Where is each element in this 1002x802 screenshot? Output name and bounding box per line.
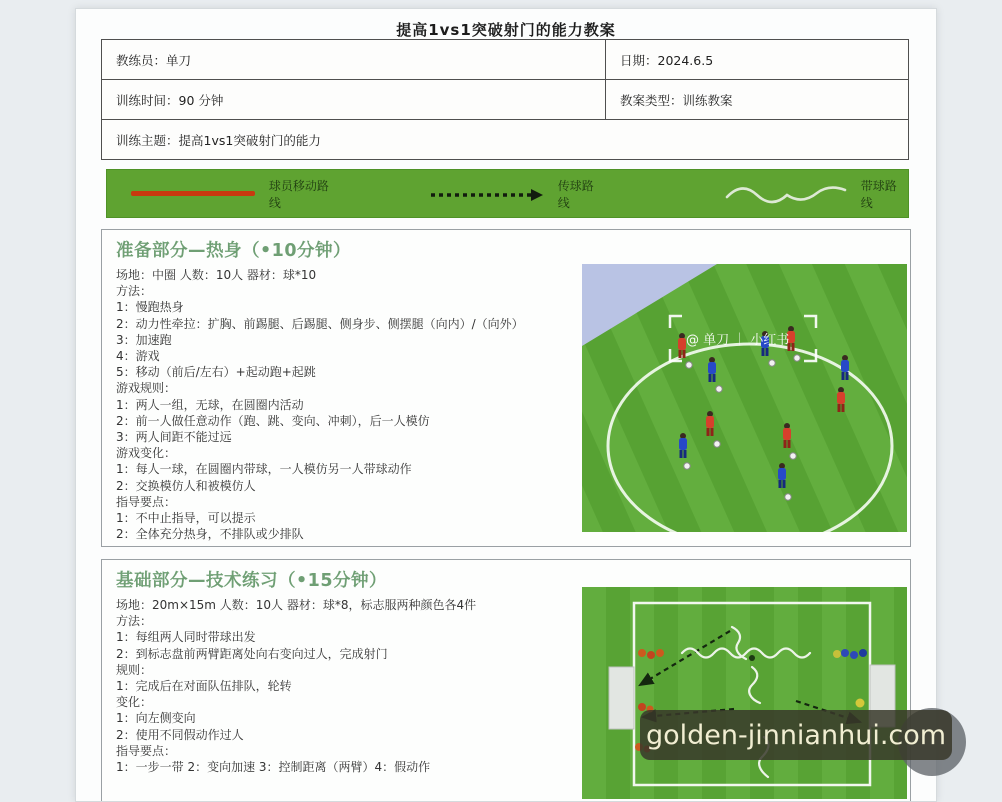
text-line: 1：两人一组，无球，在圆圈内活动 <box>116 397 304 412</box>
warmup-field-image <box>582 264 907 532</box>
text-line: 1：一步一带 2：变向加速 3：控制距离（两臂）4：假动作 <box>116 760 431 775</box>
text-line: 1：每组两人同时带球出发 <box>116 630 256 645</box>
duration-cell: 训练时间：90 分钟 <box>102 80 606 120</box>
text-line: 1：慢跑热身 <box>116 300 184 315</box>
document-page <box>75 8 937 802</box>
section-technique <box>101 559 911 802</box>
legend-label: 传球路线 <box>557 178 594 210</box>
table-row <box>102 80 909 120</box>
pass-line-dashed-arrow-icon <box>428 186 546 202</box>
section-title: 准备部分—热身（•10分钟） <box>116 241 352 261</box>
text-line: 1：每人一球，在圆圈内带球，一人模仿另一人带球动作 <box>116 462 412 477</box>
image-watermark-text: @ 单刀 ｜ 小红书 <box>686 333 790 348</box>
text-line: 方法： <box>116 284 153 299</box>
table-row <box>102 120 909 160</box>
text-line: 指导要点： <box>116 494 177 509</box>
coach-cell: 教练员：单刀 <box>102 40 606 80</box>
text-line: 变化： <box>116 695 153 710</box>
dribble-wavy-line-icon <box>723 180 849 208</box>
text-line: 2：全体充分热身，不排队或少排队 <box>116 527 304 542</box>
left-goal <box>609 667 634 729</box>
text-line: 1：向左侧变向 <box>116 711 196 726</box>
legend-label: 球员移动路线 <box>268 178 329 210</box>
legend-label: 带球路线 <box>860 178 897 210</box>
text-line: 指导要点： <box>116 743 177 758</box>
line-legend-bar <box>106 169 909 218</box>
text-line: 规则： <box>116 662 153 677</box>
text-line: 2：到标志盘前两臂距离处向右变向过人，完成射门 <box>116 646 388 661</box>
theme-cell: 训练主题：提高1vs1突破射门的能力 <box>102 120 909 160</box>
section-warmup <box>101 229 911 547</box>
text-line: 场地：中圈 人数：10人 器材：球*10 <box>116 268 317 282</box>
text-line: 2：交换模仿人和被模仿人 <box>116 478 256 493</box>
table-row <box>102 40 909 80</box>
type-cell: 教案类型：训练教案 <box>606 80 909 120</box>
section-text <box>116 597 578 775</box>
text-line: 2：动力性牵拉：扩胸、前踢腿、后踢腿、侧身步、侧摆腿（向内）/（向外） <box>116 316 524 331</box>
text-line: 3：两人间距不能过远 <box>116 430 232 445</box>
date-cell: 日期：2024.6.5 <box>606 40 909 80</box>
text-line: 1：完成后在对面队伍排队，轮转 <box>116 679 292 694</box>
text-line: 场地：20m×15m 人数：10人 器材：球*8，标志服两种颜色各4件 <box>116 598 477 612</box>
text-line: 5：移动（前后/左右）+起动跑+起跳 <box>116 365 316 380</box>
drill-field-image <box>582 587 907 799</box>
text-line: 方法： <box>116 614 153 629</box>
info-table <box>101 39 909 160</box>
text-line: 2：前一人做任意动作（跑、跳、变向、冲刺），后一人模仿 <box>116 413 430 428</box>
text-line: 2：使用不同假动作过人 <box>116 727 244 742</box>
site-watermark: golden-jinnianhui.com <box>640 710 952 760</box>
text-line: 游戏变化： <box>116 446 177 461</box>
section-text <box>116 267 578 542</box>
page-title: 提高1vs1突破射门的能力教案 <box>396 21 616 39</box>
player-move-line-icon <box>131 191 255 196</box>
text-line: 游戏规则： <box>116 381 177 396</box>
text-line: 1：不中止指导，可以提示 <box>116 511 256 526</box>
section-title: 基础部分—技术练习（•15分钟） <box>116 571 388 591</box>
text-line: 4：游戏 <box>116 349 160 364</box>
text-line: 3：加速跑 <box>116 332 172 347</box>
